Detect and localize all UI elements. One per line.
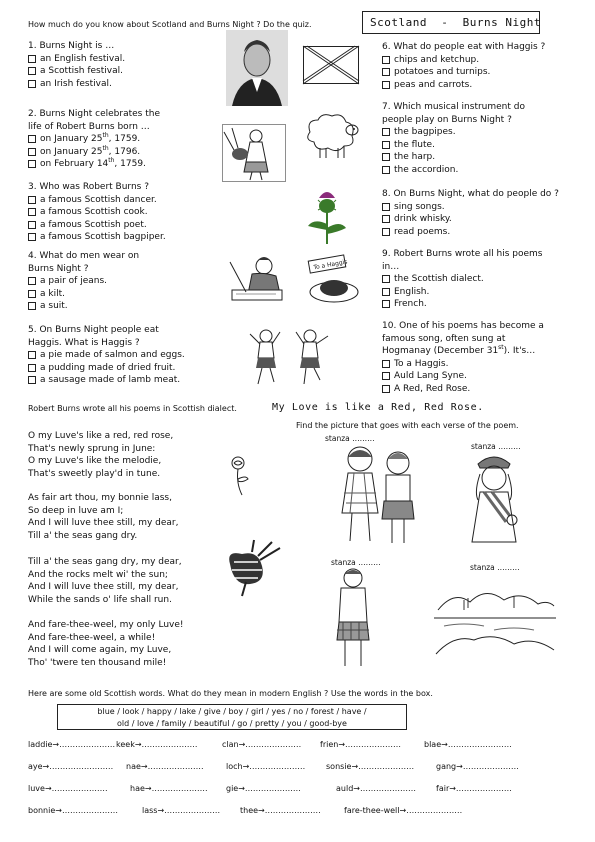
option[interactable]: a famous Scottish poet.: [28, 219, 166, 232]
thistle-illustration: [306, 188, 348, 244]
question-10-stem-3: Hogmanay (December 31st). It's…: [382, 344, 536, 356]
question-6: 6. What do people eat with Haggis ? chips and ketchup. potatoes and turnips. peas and carrots.: [382, 42, 546, 90]
checkbox[interactable]: [28, 376, 36, 384]
checkbox[interactable]: [28, 302, 36, 310]
option[interactable]: potatoes and turnips.: [382, 66, 545, 79]
checkbox[interactable]: [382, 81, 390, 89]
checkbox[interactable]: [382, 228, 390, 236]
checkbox[interactable]: [28, 351, 36, 359]
vocab-item[interactable]: luve→…………………: [28, 784, 108, 793]
sheep-illustration: [300, 110, 360, 160]
vocab-item[interactable]: thee→…………………: [240, 806, 321, 815]
vocab-item[interactable]: fair→…………………: [436, 784, 512, 793]
option[interactable]: a pair of jeans.: [28, 275, 139, 288]
checkbox[interactable]: [382, 372, 390, 380]
option[interactable]: drink whisky.: [382, 213, 559, 226]
loch-landscape-illustration: [434, 570, 556, 654]
robert-burns-portrait: [226, 30, 288, 106]
checkbox[interactable]: [28, 290, 36, 298]
option[interactable]: an Irish festival.: [28, 78, 125, 91]
checkbox[interactable]: [28, 277, 36, 285]
verse-4: And fare-thee-weel, my only Luve! And fare-thee-weel, a while! And I will come again, my Luve, Tho' 'twere ten thousand mile!: [28, 620, 184, 668]
option[interactable]: the accordion.: [382, 164, 525, 177]
question-7: 7. Which musical instrument do people play on Burns Night ? the bagpipes. the flute. the harp. the accordion.: [382, 102, 525, 175]
question-8: 8. On Burns Night, what do people do ? sing songs. drink whisky. read poems.: [382, 189, 559, 237]
poem-lead: Robert Burns wrote all his poems in Scottish dialect.: [28, 404, 237, 413]
checkbox[interactable]: [28, 160, 36, 168]
option[interactable]: a famous Scottish cook.: [28, 206, 166, 219]
vocab-item[interactable]: gie→…………………: [226, 784, 301, 793]
option[interactable]: A Red, Red Rose.: [382, 383, 544, 396]
vocab-item[interactable]: auld→…………………: [336, 784, 416, 793]
checkbox[interactable]: [382, 215, 390, 223]
vocab-item[interactable]: gang→…………………: [436, 762, 519, 771]
checkbox[interactable]: [28, 221, 36, 229]
vocab-row-4: [28, 806, 462, 815]
option[interactable]: English.: [382, 286, 542, 299]
option[interactable]: [28, 133, 160, 146]
vocab-item[interactable]: clan→…………………: [222, 740, 302, 749]
vocab-item[interactable]: bonnie→…………………: [28, 806, 118, 815]
checkbox[interactable]: [28, 135, 36, 143]
question-1: [28, 40, 125, 90]
checkbox[interactable]: [382, 56, 390, 64]
vocab-instruction: Here are some old Scottish words. What do they mean in modern English ? Use the words in the box.: [28, 689, 433, 698]
poem-instruction: Find the picture that goes with each verse of the poem.: [296, 421, 519, 430]
checkbox[interactable]: [28, 208, 36, 216]
option[interactable]: read poems.: [382, 226, 559, 239]
haggis-dish-illustration: [307, 254, 361, 306]
option[interactable]: peas and carrots.: [382, 79, 545, 92]
vocab-item[interactable]: blae→……………………: [424, 740, 512, 749]
vocab-item[interactable]: frien→…………………: [320, 740, 402, 749]
option[interactable]: a famous Scottish bagpiper.: [28, 231, 166, 244]
stanza-label-2: stanza ………: [471, 442, 521, 451]
question-5: 5. On Burns Night people eat Haggis. What is Haggis ? a pie made of salmon and eggs. a pudding made of dried fruit. a sausage made of lamb meat.: [28, 325, 185, 385]
stanza-label-4: stanza ………: [470, 563, 520, 572]
haggis-sign-text: To a Haggis: [312, 258, 348, 272]
vocab-row-1: [28, 740, 512, 749]
verse-1: O my Luve's like a red, red rose, That's newly sprung in June: O my Luve's like the melodie, That's sweetly play'd in tune.: [28, 431, 174, 479]
option[interactable]: sing songs.: [382, 201, 559, 214]
option-q2-a: on January 25th, 1759.: [40, 132, 141, 144]
dancers-illustration: [248, 326, 330, 388]
quiz-intro: How much do you know about Scotland and Burns Night ? Do the quiz.: [28, 20, 312, 29]
checkbox[interactable]: [28, 67, 36, 75]
question-3: 3. Who was Robert Burns ? a famous Scottish dancer. a famous Scottish cook. a famous Scottish poet. a famous Scottish bagpiper.: [28, 182, 166, 242]
vocab-item[interactable]: hae→…………………: [130, 784, 208, 793]
option-q2-b: on January 25th, 1796.: [40, 144, 141, 157]
option[interactable]: [28, 158, 160, 171]
question-10: 10. One of his poems has become a famous song, often sung at Hogmanay (December 31st). It's… To a Haggis. Auld Lang Syne. A Red, Red Rose.: [382, 321, 544, 394]
vocab-item[interactable]: lass→…………………: [142, 806, 221, 815]
checkbox[interactable]: [382, 203, 390, 211]
checkbox[interactable]: [382, 68, 390, 76]
checkbox[interactable]: [382, 153, 390, 161]
checkbox[interactable]: [28, 364, 36, 372]
option[interactable]: Auld Lang Syne.: [382, 370, 544, 383]
vocab-item[interactable]: keek→…………………: [116, 740, 198, 749]
vocab-item[interactable]: loch→…………………: [226, 762, 306, 771]
option[interactable]: a pudding made of dried fruit.: [28, 362, 185, 375]
option-q2-c: on February 14th, 1759.: [40, 157, 146, 169]
option[interactable]: the flute.: [382, 139, 525, 152]
checkbox[interactable]: [28, 196, 36, 204]
question-4: 4. What do men wear on Burns Night ? a pair of jeans. a kilt. a suit.: [28, 251, 140, 311]
checkbox[interactable]: [28, 233, 36, 241]
option[interactable]: the bagpipes.: [382, 126, 525, 139]
vocab-row-2: [28, 762, 519, 771]
checkbox[interactable]: [382, 128, 390, 136]
option[interactable]: a famous Scottish dancer.: [28, 194, 166, 207]
verse-2: As fair art thou, my bonnie lass, So deep in luve am I; And I will luve thee still, my dear, Till a' the seas gang dry.: [28, 493, 179, 541]
checkbox[interactable]: [382, 166, 390, 174]
option[interactable]: the harp.: [382, 151, 525, 164]
question-stem: 1. Burns Night is …: [28, 41, 115, 51]
checkbox[interactable]: [382, 275, 390, 283]
checkbox[interactable]: [382, 385, 390, 393]
poem-title: My Love is like a Red, Red Rose.: [272, 402, 484, 413]
option[interactable]: French.: [382, 298, 542, 311]
option[interactable]: a kilt.: [28, 288, 139, 301]
option[interactable]: a Scottish festival.: [28, 65, 125, 78]
option[interactable]: an English festival.: [28, 53, 125, 66]
vocab-item[interactable]: laddie→…………………: [28, 740, 116, 749]
question-2: 2. Burns Night celebrates the life of Robert Burns born … on January 25th, 1759. on January 25th, 1796. on February 14th, 1759.: [28, 109, 160, 169]
checkbox[interactable]: [28, 148, 36, 156]
checkbox[interactable]: [382, 360, 390, 368]
vocab-item[interactable]: nae→…………………: [126, 762, 204, 771]
vocab-row-3: [28, 784, 512, 793]
stanza-label-1: stanza ………: [325, 434, 375, 443]
option[interactable]: chips and ketchup.: [382, 54, 545, 67]
vocab-item[interactable]: aye→……………………: [28, 762, 114, 771]
option[interactable]: [28, 146, 160, 159]
verse-3: Till a' the seas gang dry, my dear, And the rocks melt wi' the sun; And I will luve thee still, my dear, While the sands o' life shall run.: [28, 557, 182, 605]
vocab-item[interactable]: sonsie→…………………: [326, 762, 415, 771]
bagpiper-illustration: [222, 124, 286, 182]
vocab-item[interactable]: fare-thee-well→…………………: [344, 806, 463, 815]
checkbox[interactable]: [382, 300, 390, 308]
checkbox[interactable]: [382, 141, 390, 149]
option[interactable]: the Scottish dialect.: [382, 273, 542, 286]
option[interactable]: a sausage made of lamb meat.: [28, 374, 185, 387]
girl-holding-rose-illustration: [462, 452, 526, 548]
checkbox[interactable]: [28, 80, 36, 88]
bagpipes-illustration: [222, 540, 284, 596]
option[interactable]: a pie made of salmon and eggs.: [28, 349, 185, 362]
option[interactable]: To a Haggis.: [382, 358, 544, 371]
poet-writing-illustration: [226, 252, 292, 304]
boy-in-kilt-illustration: [333, 566, 373, 670]
rose-illustration: [228, 455, 250, 497]
saltire-flag: [303, 46, 359, 84]
boy-girl-tartan-illustration: [334, 443, 424, 546]
checkbox[interactable]: [382, 288, 390, 296]
page-title: Scotland - Burns Night: [362, 11, 540, 34]
stanza-label-3: stanza ………: [331, 558, 381, 567]
word-box: blue / look / happy / lake / give / boy / girl / yes / no / forest / have / old / love / family / beautiful / go / pretty / you / good-bye: [57, 704, 407, 730]
option[interactable]: a suit.: [28, 300, 139, 313]
checkbox[interactable]: [28, 55, 36, 63]
question-9: 9. Robert Burns wrote all his poems in… the Scottish dialect. English. French.: [382, 249, 543, 309]
